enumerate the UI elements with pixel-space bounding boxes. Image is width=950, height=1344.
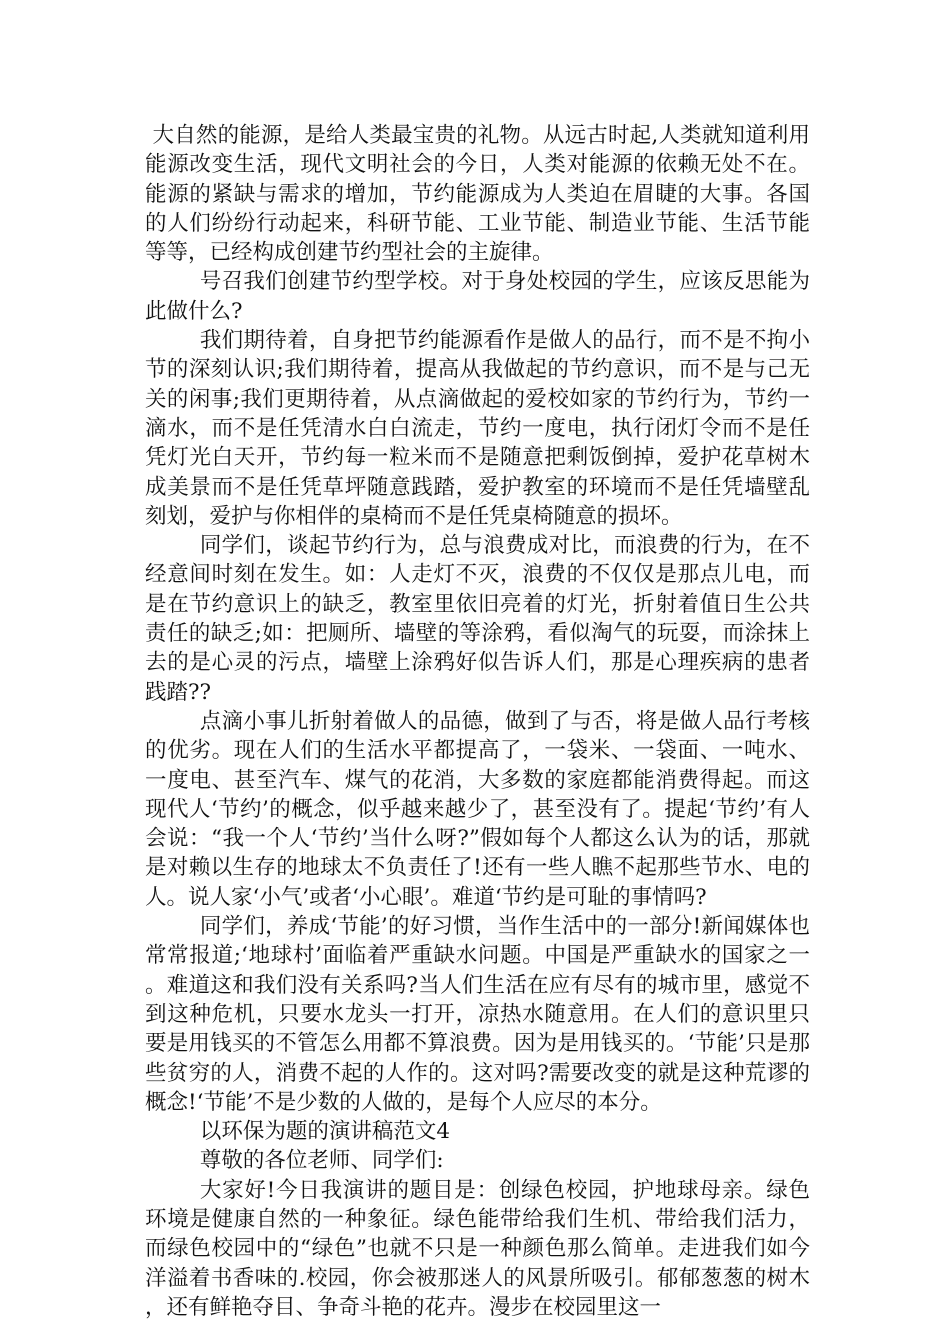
paragraph-waste-examples: 同学们，谈起节约行为，总与浪费成对比，而浪费的行为，在不经意间时刻在发生。如：人走灯不灭，浪费的不仅仅是那点儿电，而是在节约意识上的缺乏，教室里依旧亮着的灯光，折射着值日生公共责任的缺乏;如：把厕所、墙壁的等涂鸦，看似淘气的玩耍，而涂抹上去的是心灵的污点，墙壁上涂鸦好似告诉人们，那是心理疾病的患者践踏?? [145,533,810,705]
document-body [145,121,810,1322]
paragraph-expectations: 我们期待着，自身把节约能源看作是做人的品行，而不是不拘小节的深刻认识;我们期待着，提高从我做起的节约意识，而不是与己无关的闲事;我们更期待着，从点滴做起的爱校如家的节约行为，节约一滴水，而不是任凭清水白白流走，节约一度电，执行闭灯令而不是任凭灯光白天开，节约每一粒米而不是随意把剩饭倒掉，爱护花草树木成美景而不是任凭草坪随意践踏，爱护教室的环境而不是任凭墙壁乱刻划，爱护与你相伴的桌椅而不是任凭桌椅随意的损坏。 [145,328,810,529]
paragraph-small-things: 点滴小事儿折射着做人的品德，做到了与否，将是做人品行考核的优劣。现在人们的生活水平都提高了，一袋米、一袋面、一吨水、一度电、甚至汽车、煤气的花消，大多数的家庭都能消费得起。而这现代人‘节约’的概念，似乎越来越少了，甚至没有了。提起‘节约’有人会说：“我一个人‘节约’当什么呀?”假如每个人都这么认为的话，那就是对赖以生存的地球太不负责任了!还有一些人瞧不起那些节水、电的人。说人家‘小气’或者‘小心眼’。难道‘节约是可耻的事情吗? [145,708,810,910]
paragraph-green-campus: 大家好!今日我演讲的题目是：创绿色校园，护地球母亲。绿色环境是健康自然的一种象征。绿色能带给我们生机、带给我们活力，而绿色校园中的“绿色”也就不只是一种颜色那么简单。走进我们如今洋溢着书香味的.校园，你会被那迷人的风景所吸引。郁郁葱葱的树木，还有鲜艳夺目、争奇斗艳的花卉。漫步在校园里这一 [145,1177,810,1320]
section-heading: 以环保为题的演讲稿范文4 [199,1119,450,1145]
paragraph-saving-habit: 同学们，养成‘节能’的好习惯，当作生活中的一部分!新闻媒体也常常报道;‘地球村’面临着严重缺水问题。中国是严重缺水的国家之一。难道这和我们没有关系吗?当人们生活在应有尽有的城市里，感觉不到这种危机，只要水龙头一打开，凉热水随意用。在人们的意识里只要是用钱买的不管怎么用都不算浪费。因为是用钱买的。‘节能’只是那些贫穷的人，消费不起的人作的。这对吗?需要改变的就是这种荒谬的概念!‘节能’不是少数的人做的，是每个人应尽的本分。 [145,914,810,1115]
paragraph-call-to-action: 号召我们创建节约型学校。对于身处校园的学生，应该反思能为此做什么? [145,269,810,324]
salutation: 尊敬的各位老师、同学们: [199,1148,444,1174]
paragraph-energy-gift: 大自然的能源，是给人类最宝贵的礼物。从远古时起,人类就知道利用能源改变生活，现代文明社会的今日，人类对能源的依赖无处不在。能源的紧缺与需求的增加，节约能源成为人类迫在眉睫的大事。各国的人们纷纷行动起来，科研节能、工业节能、制造业节能、生活节能等等，已经构成创建节约型社会的主旋律。 [145,123,810,266]
